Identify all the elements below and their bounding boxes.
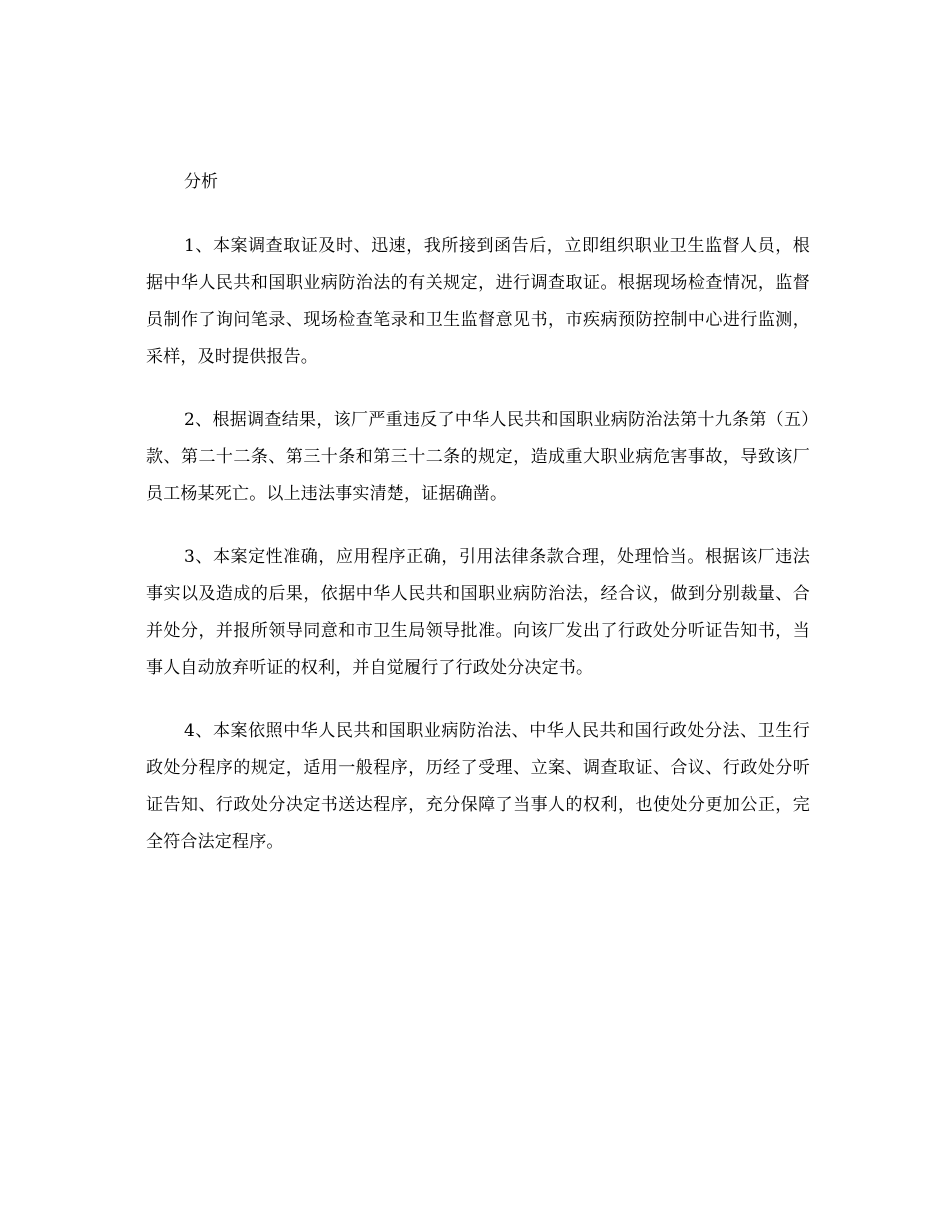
paragraph-4: 4、本案依照中华人民共和国职业病防治法、中华人民共和国行政处分法、卫生行政处分程序的规定，适用一般程序，历经了受理、立案、调查取证、合议、行政处分听证告知、行政处分决定书送达程序，充分保障了当事人的权利，也使处分更加公正，完全符合法定程序。 <box>146 721 810 852</box>
document-body <box>146 164 810 887</box>
paragraph-2: 2、根据调查结果，该厂严重违反了中华人民共和国职业病防治法第十九条第（五）款、第二十二条、第三十条和第三十二条的规定，造成重大职业病危害事故，导致该厂员工杨某死亡。以上违法事实清楚，证据确凿。 <box>146 410 810 504</box>
section-heading: 分析 <box>184 172 218 192</box>
paragraph-3: 3、本案定性准确，应用程序正确，引用法律条款合理，处理恰当。根据该厂违法事实以及造成的后果，依据中华人民共和国职业病防治法，经合议，做到分别裁量、合并处分，并报所领导同意和市卫生局领导批准。向该厂发出了行政处分听证告知书，当事人自动放弃听证的权利，并自觉履行了行政处分决定书。 <box>146 547 810 678</box>
paragraph-1: 1、本案调查取证及时、迅速，我所接到函告后，立即组织职业卫生监督人员，根据中华人民共和国职业病防治法的有关规定，进行调查取证。根据现场检查情况，监督员制作了询问笔录、现场检查笔录和卫生监督意见书，市疾病预防控制中心进行监测，采样，及时提供报告。 <box>146 236 810 367</box>
